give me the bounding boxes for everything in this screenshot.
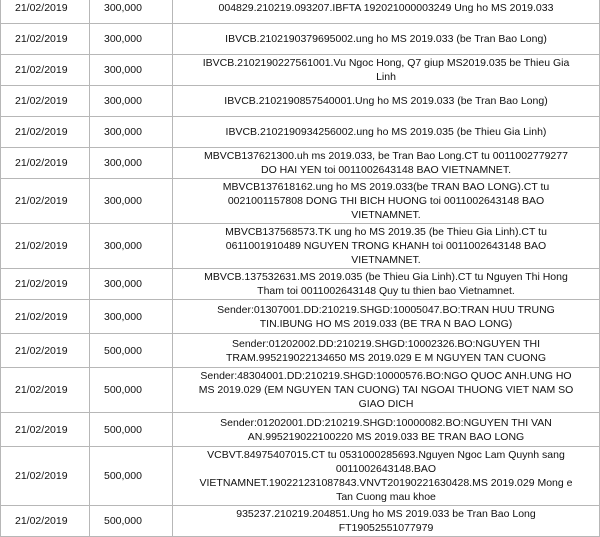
description-cell: VCBVT.84975407015.CT tu 0531000285693.Nguyen Ngoc Lam Quynh sang 0011002643148.BAO VIETNAMNET.190221231087843.VNVT20190221630428.MS 2019.029 Mong e Tan Cuong mau khoe	[173, 447, 600, 506]
table-row	[1, 300, 600, 334]
date-cell: 21/02/2019	[1, 117, 90, 148]
date-cell: 21/02/2019	[1, 86, 90, 117]
description-cell: IBVCB.2102190857540001.Ung ho MS 2019.033 (be Tran Bao Long)	[173, 86, 600, 117]
table-row	[1, 117, 600, 148]
date-cell: 21/02/2019	[1, 300, 90, 334]
description-cell: Sender:01202002.DD:210219.SHGD:10002326.BO:NGUYEN THI TRAM.995219022134650 MS 2019.029 E M NGUYEN TAN CUONG	[173, 334, 600, 368]
table-row	[1, 413, 600, 447]
date-cell: 21/02/2019	[1, 55, 90, 86]
amount-cell: 500,000	[90, 506, 173, 537]
table-row	[1, 368, 600, 413]
amount-cell: 300,000	[90, 148, 173, 179]
table-row	[1, 24, 600, 55]
table-row	[1, 0, 600, 24]
table-row	[1, 334, 600, 368]
date-cell: 21/02/2019	[1, 24, 90, 55]
table-row	[1, 148, 600, 179]
date-cell: 21/02/2019	[1, 368, 90, 413]
date-cell: 21/02/2019	[1, 148, 90, 179]
amount-cell: 500,000	[90, 368, 173, 413]
amount-cell: 300,000	[90, 269, 173, 300]
date-cell: 21/02/2019	[1, 179, 90, 224]
amount-cell: 500,000	[90, 334, 173, 368]
amount-cell: 300,000	[90, 86, 173, 117]
amount-cell: 300,000	[90, 55, 173, 86]
table-row	[1, 269, 600, 300]
date-cell: 21/02/2019	[1, 334, 90, 368]
description-cell: IBVCB.2102190934256002.ung ho MS 2019.035 (be Thieu Gia Linh)	[173, 117, 600, 148]
description-cell: Sender:01307001.DD:210219.SHGD:10005047.BO:TRAN HUU TRUNG TIN.IBUNG HO MS 2019.033 (BE TRA N BAO LONG)	[173, 300, 600, 334]
amount-cell: 500,000	[90, 447, 173, 506]
date-cell: 21/02/2019	[1, 447, 90, 506]
amount-cell: 300,000	[90, 0, 173, 24]
date-cell: 21/02/2019	[1, 413, 90, 447]
amount-cell: 300,000	[90, 117, 173, 148]
description-cell: 004829.210219.093207.IBFTA 192021000003249 Ung ho MS 2019.033	[173, 0, 600, 24]
description-cell: Sender:01202001.DD:210219.SHGD:10000082.BO:NGUYEN THI VAN AN.995219022100220 MS 2019.033 BE TRAN BAO LONG	[173, 413, 600, 447]
amount-cell: 300,000	[90, 224, 173, 269]
description-cell: MBVCB.137532631.MS 2019.035 (be Thieu Gia Linh).CT tu Nguyen Thi Hong Tham toi 0011002643148 Quy tu thien bao Vietnamnet.	[173, 269, 600, 300]
amount-cell: 500,000	[90, 413, 173, 447]
table-row	[1, 447, 600, 506]
table-row	[1, 179, 600, 224]
description-cell: MBVCB137618162.ung ho MS 2019.033(be TRAN BAO LONG).CT tu 0021001157808 DONG THI BICH HUONG toi 0011002643148 BAO VIETNAMNET.	[173, 179, 600, 224]
date-cell: 21/02/2019	[1, 269, 90, 300]
date-cell: 21/02/2019	[1, 506, 90, 537]
description-cell: MBVCB137621300.uh ms 2019.033, be Tran Bao Long.CT tu 0011002779277 DO HAI YEN toi 0011002643148 BAO VIETNAMNET.	[173, 148, 600, 179]
description-cell: IBVCB.2102190379695002.ung ho MS 2019.033 (be Tran Bao Long)	[173, 24, 600, 55]
description-cell: MBVCB137568573.TK ung ho MS 2019.35 (be Thieu Gia Linh).CT tu 0611001910489 NGUYEN TRONG KHANH toi 0011002643148 BAO VIETNAMNET.	[173, 224, 600, 269]
amount-cell: 300,000	[90, 179, 173, 224]
date-cell: 21/02/2019	[1, 224, 90, 269]
description-cell: Sender:48304001.DD:210219.SHGD:10000576.BO:NGO QUOC ANH.UNG HO MS 2019.029 (EM NGUYEN TAN CUONG) TAI NGOAI THUONG VIET NAM SO GIAO DICH	[173, 368, 600, 413]
description-cell: IBVCB.2102190227561001.Vu Ngoc Hong, Q7 giup MS2019.035 be Thieu Gia Linh	[173, 55, 600, 86]
date-cell: 21/02/2019	[1, 0, 90, 24]
table-row	[1, 55, 600, 86]
amount-cell: 300,000	[90, 300, 173, 334]
table-row	[1, 86, 600, 117]
amount-cell: 300,000	[90, 24, 173, 55]
description-cell: 935237.210219.204851.Ung ho MS 2019.033 be Tran Bao Long FT19052551077979	[173, 506, 600, 537]
table-row	[1, 506, 600, 537]
table-row	[1, 224, 600, 269]
